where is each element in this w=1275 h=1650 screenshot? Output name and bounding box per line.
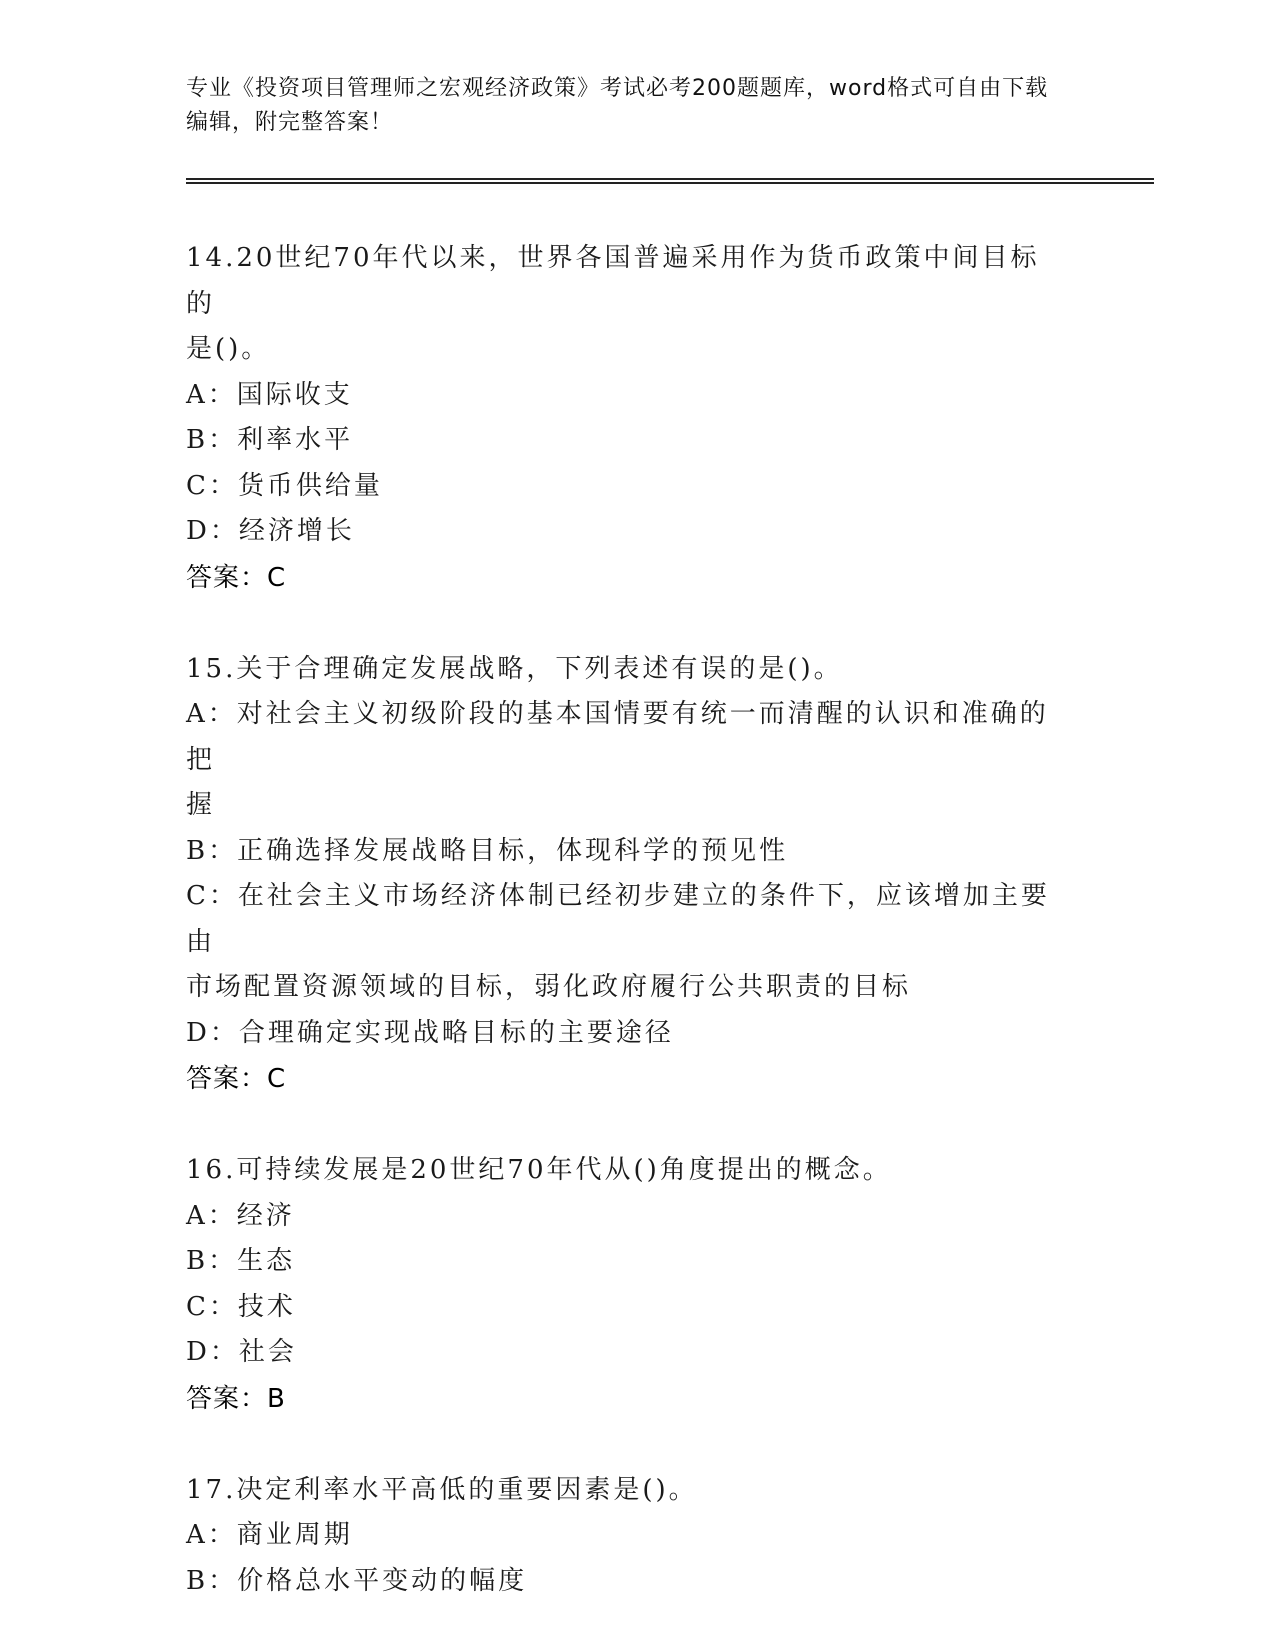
option-a: A：国际收支	[186, 379, 353, 410]
question-stem: 16.可持续发展是20世纪70年代从()角度提出的概念。	[186, 1155, 892, 1185]
option-c: C：货币供给量	[186, 470, 383, 501]
option-b: B：生态	[186, 1246, 296, 1276]
option-a: A：商业周期	[186, 1520, 353, 1550]
question-stem: 15.关于合理确定发展战略，下列表述有误的是()。	[186, 653, 843, 684]
question-list	[186, 236, 1066, 1650]
option-b: B：价格总水平变动的幅度	[186, 1565, 528, 1596]
question-16	[186, 1148, 1066, 1422]
answer: 答案：C	[186, 562, 287, 593]
question-stem: 17.决定利率水平高低的重要因素是()。	[186, 1474, 698, 1505]
document-page	[186, 0, 1086, 1650]
answer: 答案：C	[186, 1064, 287, 1094]
option-c: C：技术	[186, 1291, 296, 1322]
option-a: A：经济	[186, 1200, 295, 1231]
option-b: B：正确选择发展战略目标，体现科学的预见性	[186, 835, 789, 866]
question-17	[186, 1468, 1066, 1605]
option-d: D：社会	[186, 1337, 297, 1367]
question-15	[186, 647, 1066, 1103]
header-double-rule	[186, 178, 1154, 184]
option-b: B：利率水平	[186, 425, 354, 455]
option-d: D：经济增长	[186, 516, 355, 546]
option-a: A：对社会主义初级阶段的基本国情要有统一而清醒的认识和准确的把	[186, 699, 1049, 775]
answer: 答案：B	[186, 1383, 286, 1414]
document-header: 专业《投资项目管理师之宏观经济政策》考试必考200题题库，word格式可自由下载编辑，附完整答案！	[186, 76, 1049, 135]
question-14	[186, 236, 1066, 601]
option-c: C：在社会主义市场经济体制已经初步建立的条件下，应该增加主要由	[186, 881, 1050, 957]
option-d: D：合理确定实现战略目标的主要途径	[186, 1017, 674, 1048]
question-stem: 是()。	[186, 334, 271, 364]
option-c-continued: 市场配置资源领域的目标，弱化政府履行公共职责的目标	[186, 972, 912, 1002]
option-a-continued: 握	[186, 790, 216, 820]
question-stem: 14.20世纪70年代以来，世界各国普遍采用作为货币政策中间目标的	[186, 243, 1040, 319]
